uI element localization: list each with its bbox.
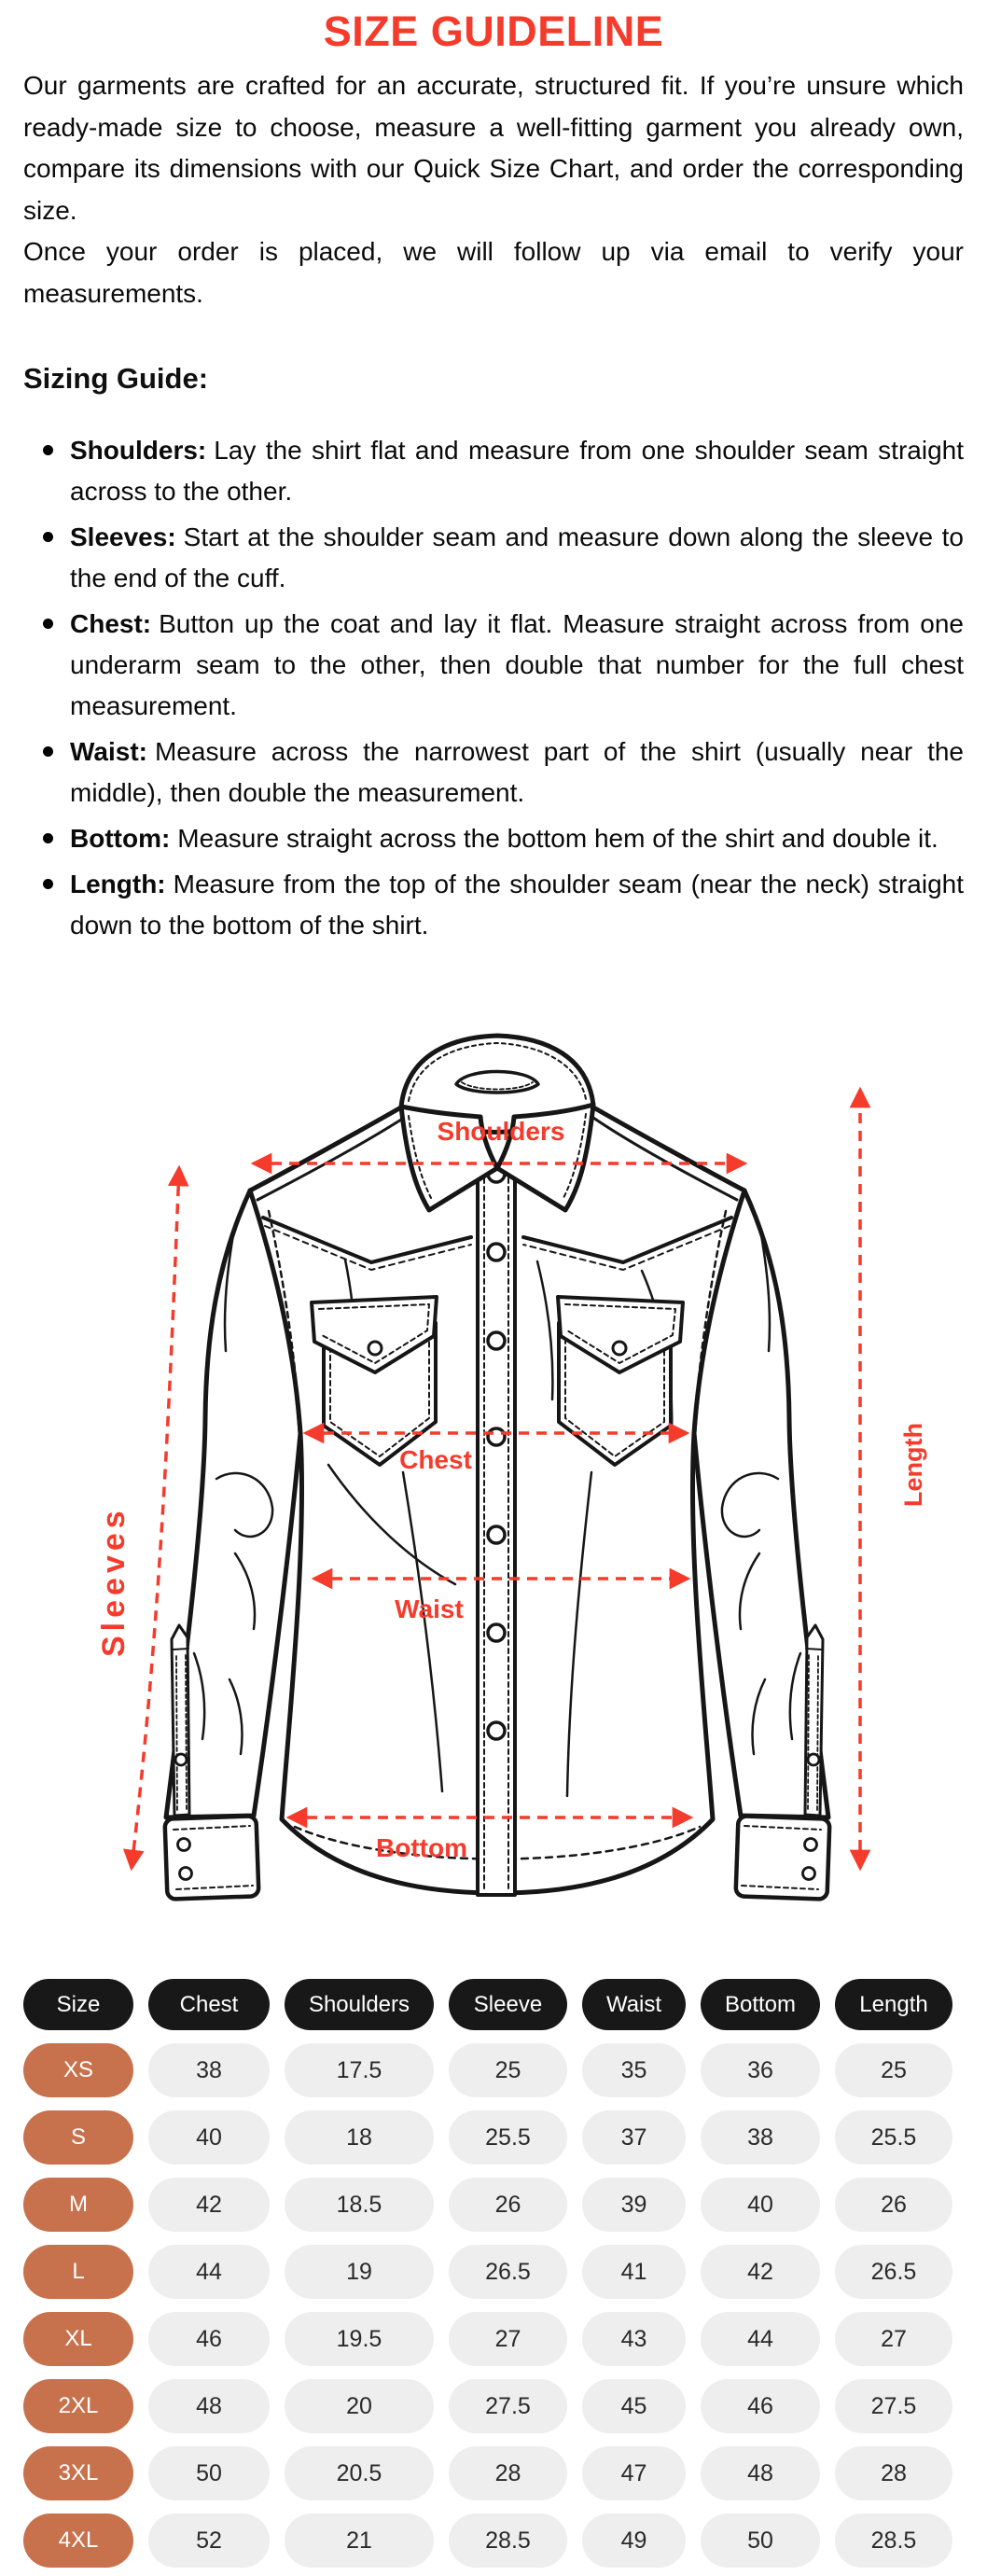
list-item	[23, 864, 964, 946]
bullet-text: Button up the coat and lay it flat. Measure straight across from one underarm seam to the other, then double that number for the full chest measurement.	[70, 609, 964, 720]
value-cell: 27	[449, 2312, 567, 2366]
value-cell: 21	[285, 2513, 434, 2568]
value-cell: 28.5	[835, 2513, 952, 2568]
sizing-guide-heading: Sizing Guide:	[23, 362, 209, 395]
value-cell: 49	[582, 2513, 686, 2568]
value-cell: 37	[582, 2110, 686, 2165]
value-cell: 50	[701, 2513, 820, 2568]
shirt-measurement-diagram	[0, 1026, 987, 1959]
value-cell: 40	[701, 2178, 820, 2232]
value-cell: 35	[582, 2043, 686, 2097]
column-header-waist: Waist	[582, 1979, 686, 2030]
value-cell: 20	[285, 2379, 434, 2433]
list-item	[23, 517, 964, 599]
value-cell: 50	[148, 2446, 270, 2500]
intro-paragraph-2: Once your order is placed, we will follow up via email to verify your measurements.	[23, 237, 964, 308]
value-cell: 43	[582, 2312, 686, 2366]
value-cell: 28	[449, 2446, 567, 2500]
size-pill-m: M	[23, 2178, 133, 2232]
bullet-text: Start at the shoulder seam and measure down along the sleeve to the end of the cuff.	[70, 522, 964, 592]
cuff-right	[736, 1816, 830, 1899]
column-header-size: Size	[23, 1979, 133, 2030]
size-pill-s: S	[23, 2110, 133, 2165]
value-cell: 28	[835, 2446, 952, 2500]
value-cell: 48	[148, 2379, 270, 2433]
diagram-label-waist: Waist	[395, 1594, 464, 1623]
value-cell: 27.5	[449, 2379, 567, 2433]
size-chart-table	[23, 1979, 952, 2568]
value-cell: 25.5	[449, 2110, 567, 2165]
value-cell: 25	[449, 2043, 567, 2097]
value-cell: 26.5	[835, 2245, 952, 2299]
cuff-left	[165, 1816, 259, 1899]
value-cell: 26	[835, 2178, 952, 2232]
size-pill-l: L	[23, 2245, 133, 2299]
bullet-term: Length:	[70, 870, 166, 898]
bullet-text: Measure from the top of the shoulder seam (near the neck) straight down to the bottom of the shirt.	[70, 870, 964, 940]
bullet-icon	[43, 746, 53, 757]
sleeve-placket-right	[805, 1625, 823, 1816]
value-cell: 41	[582, 2245, 686, 2299]
value-cell: 18.5	[285, 2178, 434, 2232]
bullet-text: Measure straight across the bottom hem of the shirt and double it.	[177, 824, 938, 853]
sleeve-placket-left	[172, 1625, 189, 1816]
value-cell: 27	[835, 2312, 952, 2366]
value-cell: 44	[148, 2245, 270, 2299]
value-cell: 20.5	[285, 2446, 434, 2500]
intro-paragraph-1: Our garments are crafted for an accurate, structured fit. If you’re unsure which ready-made size to choose, measure a well-fitting garment you already own, compare its dimensions with our Quick Size Chart, and order the corresponding size.	[23, 71, 964, 225]
bullet-term: Shoulders:	[70, 436, 207, 465]
value-cell: 17.5	[285, 2043, 434, 2097]
value-cell: 39	[582, 2178, 686, 2232]
value-cell: 38	[148, 2043, 270, 2097]
intro-text	[23, 65, 964, 314]
size-pill-xs: XS	[23, 2043, 133, 2097]
column-header-shoulders: Shoulders	[285, 1979, 434, 2030]
value-cell: 44	[701, 2312, 820, 2366]
size-pill-4xl: 4XL	[23, 2513, 133, 2568]
bullet-term: Bottom:	[70, 824, 171, 853]
column-header-sleeve: Sleeve	[449, 1979, 567, 2030]
diagram-label-chest: Chest	[399, 1445, 472, 1474]
bullet-term: Chest:	[70, 609, 152, 638]
diagram-label-bottom: Bottom	[376, 1833, 467, 1862]
bullet-text: Measure across the narrowest part of the shirt (usually near the middle), then double the measurement.	[70, 737, 964, 807]
column-header-chest: Chest	[148, 1979, 270, 2030]
value-cell: 42	[148, 2178, 270, 2232]
value-cell: 52	[148, 2513, 270, 2568]
page-title: SIZE GUIDELINE	[323, 7, 664, 55]
value-cell: 46	[701, 2379, 820, 2433]
bullet-term: Waist:	[70, 737, 147, 766]
value-cell: 40	[148, 2110, 270, 2165]
value-cell: 42	[701, 2245, 820, 2299]
size-pill-2xl: 2XL	[23, 2379, 133, 2433]
value-cell: 19	[285, 2245, 434, 2299]
bullet-icon	[43, 445, 53, 455]
value-cell: 27.5	[835, 2379, 952, 2433]
value-cell: 18	[285, 2110, 434, 2165]
column-header-length: Length	[835, 1979, 952, 2030]
bullet-icon	[43, 833, 53, 843]
value-cell: 47	[582, 2446, 686, 2500]
bullet-icon	[43, 619, 53, 629]
measuring-instructions	[23, 430, 964, 951]
bullet-text: Lay the shirt flat and measure from one shoulder seam straight across to the other.	[70, 436, 964, 506]
diagram-label-shoulders: Shoulders	[437, 1117, 565, 1146]
size-pill-3xl: 3XL	[23, 2446, 133, 2500]
value-cell: 26.5	[449, 2245, 567, 2299]
list-item	[23, 818, 964, 859]
value-cell: 25	[835, 2043, 952, 2097]
diagram-label-length: Length	[899, 1423, 927, 1507]
list-item	[23, 430, 964, 512]
value-cell: 36	[701, 2043, 820, 2097]
bullet-term: Sleeves:	[70, 522, 176, 551]
value-cell: 45	[582, 2379, 686, 2433]
value-cell: 25.5	[835, 2110, 952, 2165]
value-cell: 38	[701, 2110, 820, 2165]
list-item	[23, 604, 964, 727]
list-item	[23, 731, 964, 814]
button-placket	[478, 1164, 515, 1895]
value-cell: 48	[701, 2446, 820, 2500]
value-cell: 19.5	[285, 2312, 434, 2366]
size-pill-xl: XL	[23, 2312, 133, 2366]
value-cell: 46	[148, 2312, 270, 2366]
shirt-line-art	[165, 1036, 830, 1900]
value-cell: 28.5	[449, 2513, 567, 2568]
value-cell: 26	[449, 2178, 567, 2232]
bullet-icon	[43, 532, 53, 542]
column-header-bottom: Bottom	[701, 1979, 820, 2030]
bullet-icon	[43, 879, 53, 889]
diagram-label-sleeves: Sleeves	[96, 1506, 132, 1657]
